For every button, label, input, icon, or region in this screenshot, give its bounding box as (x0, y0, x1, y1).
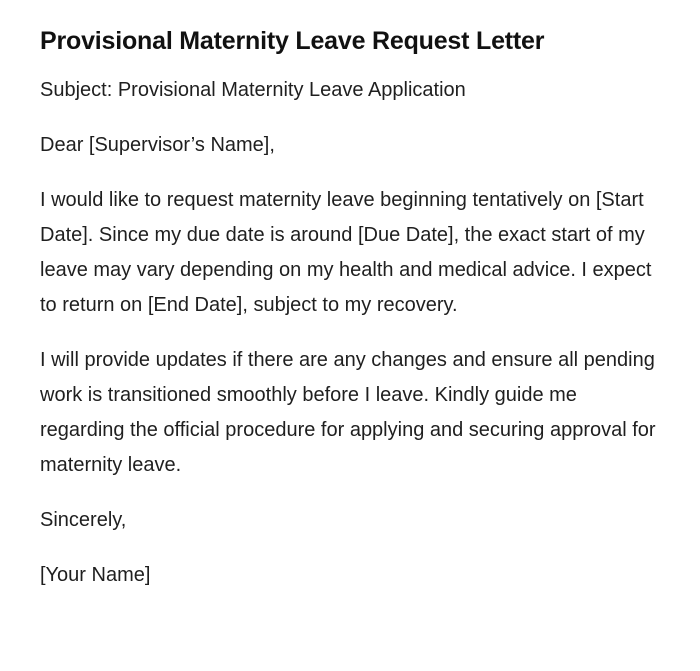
body-paragraph-2: I will provide updates if there are any changes and ensure all pending work is transitioned smoothly before I leave. Kindly guide me regarding the official procedure for applying and securing approval for maternity leave. (40, 349, 656, 476)
signature-placeholder: [Your Name] (40, 564, 151, 586)
subject-line: Subject: Provisional Maternity Leave Application (40, 79, 466, 101)
closing-line: Sincerely, (40, 509, 127, 531)
body-paragraph-1: I would like to request maternity leave beginning tentatively on [Start Date]. Since my due date is around [Due Date], the exact start of my leave may vary depending on my health and medical advice. I expect to return on [End Date], subject to my recovery. (40, 189, 652, 316)
letter-title: Provisional Maternity Leave Request Letter (40, 27, 545, 55)
salutation: Dear [Supervisor’s Name], (40, 134, 275, 156)
